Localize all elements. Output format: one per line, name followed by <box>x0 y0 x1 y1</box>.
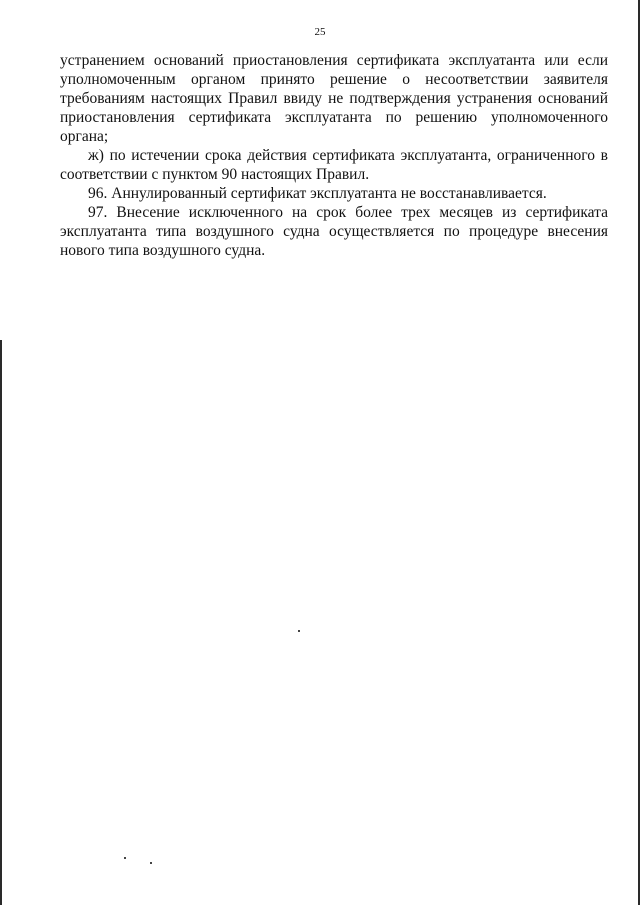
page-number: 25 <box>314 26 326 38</box>
scan-edge-left <box>0 340 2 905</box>
scan-speck <box>150 862 152 864</box>
paragraph-continuation: устранением оснований приостановления сертификата эксплуатанта или если уполномоченным органом принято решение о несоответствии заявителя требованиям настоящих Правил ввиду не подтверждения устранения оснований приостановления сертификата эксплуатанта по решению уполномоченного органа; <box>60 52 608 145</box>
document-body <box>60 51 608 260</box>
paragraph-96: 96. Аннулированный сертификат эксплуатанта не восстанавливается. <box>88 185 547 202</box>
scan-speck <box>124 857 126 859</box>
paragraph-97: 97. Внесение исключенного на срок более трех месяцев из сертификата эксплуатанта типа воздушного судна осуществляется по процедуре внесения нового типа воздушного судна. <box>60 204 608 259</box>
scan-speck <box>298 630 300 632</box>
paragraph-item-zh: ж) по истечении срока действия сертификата эксплуатанта, ограниченного в соответствии с пунктом 90 настоящих Правил. <box>60 147 608 183</box>
